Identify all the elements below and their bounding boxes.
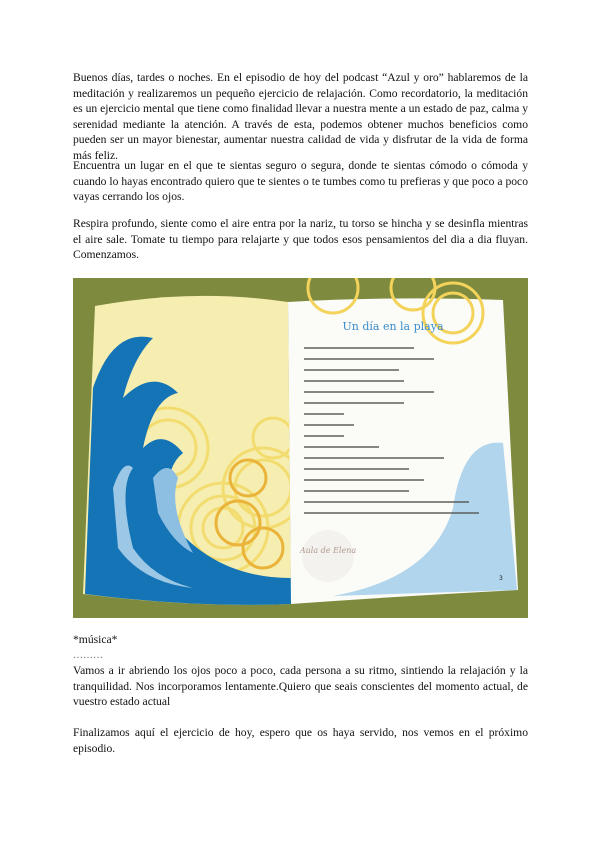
stamp-logo: Aula de Elena: [299, 546, 357, 555]
breathe-paragraph: Respira profundo, siente como el aire entra por la nariz, tu torso se hincha y se desinfla mientras el aire sale. Tomate tu tiempo para relajarte y que todos esos pensamientos del dia a dia fluyan. Comenzamos.: [73, 217, 528, 262]
book-title: Un día en la playa: [342, 320, 444, 333]
ellipsis-divider: ………: [73, 650, 103, 661]
page-number: 3: [499, 575, 503, 582]
place-paragraph: Encuentra un lugar en el que te sientas seguro o segura, donde te sientas cómodo o cómoda y cuando lo hayas encontrado quiero que te sientes o te tumbes como tu prefieras y que poco a poco vayas cerrando los ojos.: [73, 159, 528, 204]
intro-paragraph: Buenos días, tardes o noches. En el episodio de hoy del podcast “Azul y oro” hablaremos de la meditación y realizaremos un pequeño ejercicio de relajación. Como recordatorio, la meditación es un ejercicio mental que tiene como finalidad llevar a nuestra mente a un estado de paz, calma y serenidad mediante la atención. A través de esta, podemos obtener muchos beneficios como pueden ser un mayor bienestar, aumentar nuestra calidad de vida y disfrutar de la vida de forma más feliz.: [73, 71, 528, 162]
closing-paragraph: Finalizamos aquí el ejercicio de hoy, espero que os haya servido, nos vemos en el próximo episodio.: [73, 726, 528, 755]
wake-paragraph: Vamos a ir abriendo los ojos poco a poco, cada persona a su ritmo, sintiendo la relajación y la tranquilidad. Nos incorporamos lentamente.Quiero que seais conscientes del momento actual, de vuestro estado actual: [73, 664, 528, 709]
music-cue: *música*: [73, 633, 118, 646]
book-photo: [73, 278, 528, 618]
